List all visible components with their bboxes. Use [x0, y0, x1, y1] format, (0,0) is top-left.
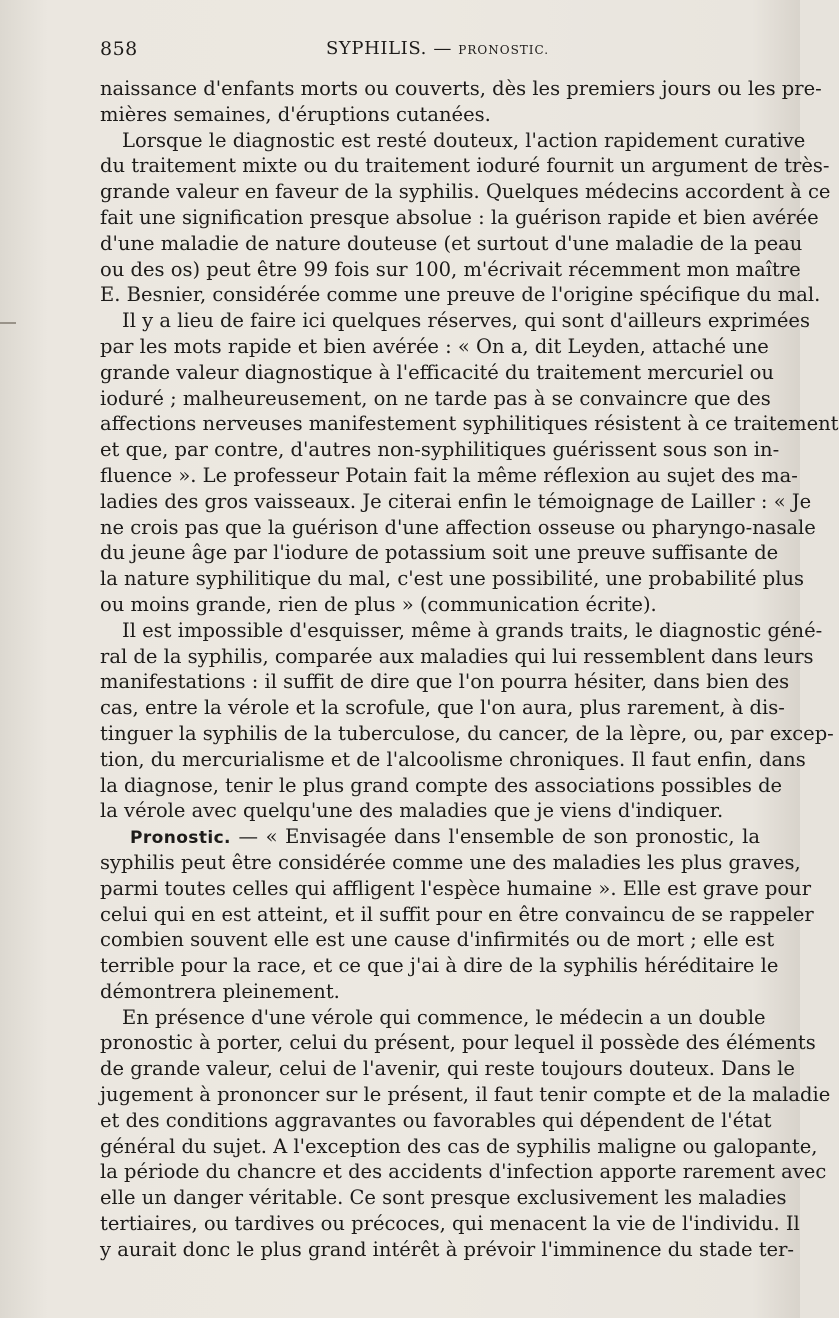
text-line: [100, 747, 806, 773]
text-line: [100, 463, 798, 489]
text-line: [100, 540, 779, 566]
text-line: [100, 1211, 800, 1237]
text-line: [100, 411, 839, 437]
page-number: 858: [100, 38, 138, 60]
line-text: et des conditions aggravantes ou favorables qui dépendent de l'état: [100, 1108, 772, 1132]
text-line: [100, 1134, 818, 1160]
section-heading: Pronostic.: [130, 828, 231, 849]
line-text: par les mots rapide et bien avérée : « On a, dit Leyden, attaché une: [100, 334, 769, 358]
line-text: cas, entre la vérole et la scrofule, que l'on aura, plus rarement, à dis-: [100, 696, 785, 720]
body-text: [100, 76, 839, 1263]
text-line: [100, 979, 760, 1005]
line-text: du jeune âge par l'iodure de potassium soit une preuve suffisante de: [100, 541, 779, 565]
text-line: [100, 1005, 766, 1031]
text-line: [100, 205, 819, 231]
page-header: [100, 38, 760, 68]
line-text: Lorsque le diagnostic est resté douteux, l'action rapidement curative: [122, 128, 806, 152]
line-text: naissance d'enfants morts ou couverts, dès les premiers jours ou les pre-: [100, 77, 822, 100]
running-head-dash: —: [433, 38, 452, 59]
text-line: [100, 1056, 795, 1082]
line-text: affections nerveuses manifestement syphilitiques résistent à ce traitement: [100, 412, 839, 436]
text-line: [100, 721, 834, 747]
text-line: [100, 592, 760, 618]
line-text: Il y a lieu de faire ici quelques réserves, qui sont d'ailleurs exprimées: [122, 309, 810, 333]
line-text: Il est impossible d'esquisser, même à grands traits, le diagnostic géné-: [122, 618, 823, 642]
line-text: — « Envisagée dans l'ensemble de son pronostic, la: [230, 825, 760, 849]
text-line: [100, 1082, 831, 1108]
text-line: [100, 927, 775, 953]
line-text: la diagnose, tenir le plus grand compte des associations possibles de: [100, 773, 783, 797]
text-line: [100, 102, 760, 128]
text-line: [100, 76, 822, 102]
line-text: la période du chancre et des accidents d'infection apporte rarement avec: [100, 1160, 827, 1184]
line-text: ou moins grande, rien de plus » (communication écrite).: [100, 592, 657, 616]
margin-mark: [0, 322, 16, 324]
text-line: [100, 153, 830, 179]
text-line: [100, 902, 814, 928]
text-line: [100, 1030, 816, 1056]
line-text: E. Besnier, considérée comme une preuve de l'origine spécifique du mal.: [100, 283, 821, 307]
text-line: [100, 360, 774, 386]
text-line: [100, 1237, 794, 1263]
text-line: [100, 1185, 787, 1211]
line-text: ioduré ; malheureusement, on ne tarde pas à se convaincre que des: [100, 386, 771, 410]
line-text: la nature syphilitique du mal, c'est une possibilité, une probabilité plus: [100, 567, 805, 591]
text-line: [100, 231, 803, 257]
line-text: fluence ». Le professeur Potain fait la même réflexion au sujet des ma-: [100, 463, 798, 487]
line-text: jugement à prononcer sur le présent, il faut tenir compte et de la maladie: [100, 1083, 831, 1107]
running-head-title: SYPHILIS.: [326, 38, 428, 59]
text-line: [100, 566, 805, 592]
text-line: [100, 1108, 772, 1134]
text-line: [100, 850, 801, 876]
running-head-subtitle: PRONOSTIC.: [458, 43, 550, 57]
line-text: pronostic à porter, celui du présent, pour lequel il possède des éléments: [100, 1031, 816, 1055]
text-line: [100, 876, 812, 902]
line-text: En présence d'une vérole qui commence, le médecin a un double: [122, 1005, 766, 1029]
line-text: grande valeur en faveur de la syphilis. Quelques médecins accordent à ce: [100, 180, 831, 204]
running-head: [326, 38, 549, 59]
line-text: mières semaines, d'éruptions cutanées.: [100, 102, 491, 126]
text-line: [100, 308, 810, 334]
line-text: fait une signification presque absolue : la guérison rapide et bien avérée: [100, 205, 819, 229]
line-text: ne crois pas que la guérison d'une affection osseuse ou pharyngo-nasale: [100, 515, 816, 539]
text-line: [100, 128, 806, 154]
text-line: [100, 798, 760, 824]
text-line: [100, 953, 779, 979]
text-line: [100, 618, 823, 644]
text-line: [100, 773, 783, 799]
line-text: grande valeur diagnostique à l'efficacité du traitement mercuriel ou: [100, 360, 774, 384]
text-line: [100, 179, 831, 205]
text-line: [100, 282, 821, 308]
line-text: de grande valeur, celui de l'avenir, qui reste toujours douteux. Dans le: [100, 1057, 795, 1081]
text-line: [100, 437, 780, 463]
text-line: [100, 1159, 827, 1185]
line-text: général du sujet. A l'exception des cas de syphilis maligne ou galopante,: [100, 1134, 818, 1158]
line-text: y aurait donc le plus grand intérêt à prévoir l'imminence du stade ter-: [100, 1237, 794, 1261]
line-text: ral de la syphilis, comparée aux maladies qui lui ressemblent dans leurs: [100, 644, 814, 668]
line-text: elle un danger véritable. Ce sont presque exclusivement les maladies: [100, 1186, 787, 1210]
line-text: combien souvent elle est une cause d'infirmités ou de mort ; elle est: [100, 928, 775, 952]
line-text: tertiaires, ou tardives ou précoces, qui menacent la vie de l'individu. Il: [100, 1212, 800, 1236]
text-line: [100, 644, 814, 670]
text-line: [100, 695, 785, 721]
text-line: [100, 515, 816, 541]
line-text: d'une maladie de nature douteuse (et surtout d'une maladie de la peau: [100, 231, 803, 255]
line-text: manifestations : il suffit de dire que l'on pourra hésiter, dans bien des: [100, 670, 790, 694]
line-text: parmi toutes celles qui affligent l'espèce humaine ». Elle est grave pour: [100, 876, 812, 900]
line-text: ladies des gros vaisseaux. Je citerai enfin le témoignage de Lailler : « Je: [100, 489, 812, 513]
line-text: ou des os) peut être 99 fois sur 100, m'écrivait récemment mon maître: [100, 257, 801, 281]
text-line: [100, 257, 801, 283]
line-text: et que, par contre, d'autres non-syphilitiques guérissent sous son in-: [100, 438, 780, 462]
line-text: la vérole avec quelqu'une des maladies que je viens d'indiquer.: [100, 799, 724, 823]
line-text: démontrera pleinement.: [100, 979, 340, 1003]
text-line: [100, 334, 769, 360]
text-line: [100, 386, 771, 412]
text-line: [100, 669, 790, 695]
line-text: syphilis peut être considérée comme une des maladies les plus graves,: [100, 850, 801, 874]
line-text: tinguer la syphilis de la tuberculose, du cancer, de la lèpre, ou, par excep-: [100, 721, 834, 745]
text-line: [100, 824, 760, 850]
line-text: tion, du mercurialisme et de l'alcoolisme chroniques. Il faut enfin, dans: [100, 747, 806, 771]
text-line: [100, 489, 812, 515]
line-text: celui qui en est atteint, et il suffit pour en être convaincu de se rappeler: [100, 902, 814, 926]
line-text: du traitement mixte ou du traitement ioduré fournit un argument de très-: [100, 154, 830, 178]
line-text: terrible pour la race, et ce que j'ai à dire de la syphilis héréditaire le: [100, 954, 779, 978]
